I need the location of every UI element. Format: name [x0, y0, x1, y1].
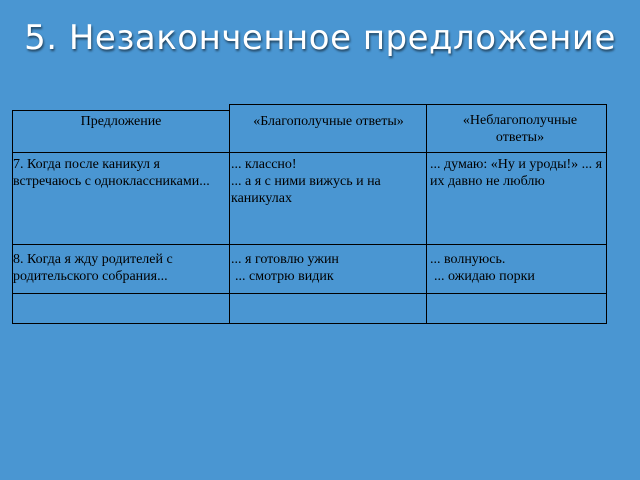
row8-bad-answer-2: ... ожидаю порки: [434, 269, 535, 284]
row8-bad-answer-1: ... волнуюсь.: [430, 252, 506, 267]
row7-good-answer-1: ... классно!: [231, 157, 297, 172]
row8-good-answer-2: ... смотрю видик: [235, 269, 334, 284]
row7-bad-answer-1: ... думаю: «Ну и уроды!» ... я их давно не люблю: [430, 157, 603, 189]
header-bad-answers: «Неблагополучные ответы»: [462, 113, 578, 145]
row8-good-answer-1: ... я готовлю ужин: [231, 252, 339, 267]
header-good-answers: «Благополучные ответы»: [253, 114, 404, 129]
row7-good-answer-2: ... а я с ними вижусь и на каникулах: [231, 174, 381, 206]
header-sentence: Предложение: [80, 114, 162, 129]
row8-sentence: 8. Когда я жду родителей с родительского собрания...: [13, 252, 173, 284]
slide-title: 5. Незаконченное предложение: [24, 18, 616, 58]
row7-sentence: 7. Когда после каникул я встречаюсь с одноклассниками...: [13, 157, 210, 189]
